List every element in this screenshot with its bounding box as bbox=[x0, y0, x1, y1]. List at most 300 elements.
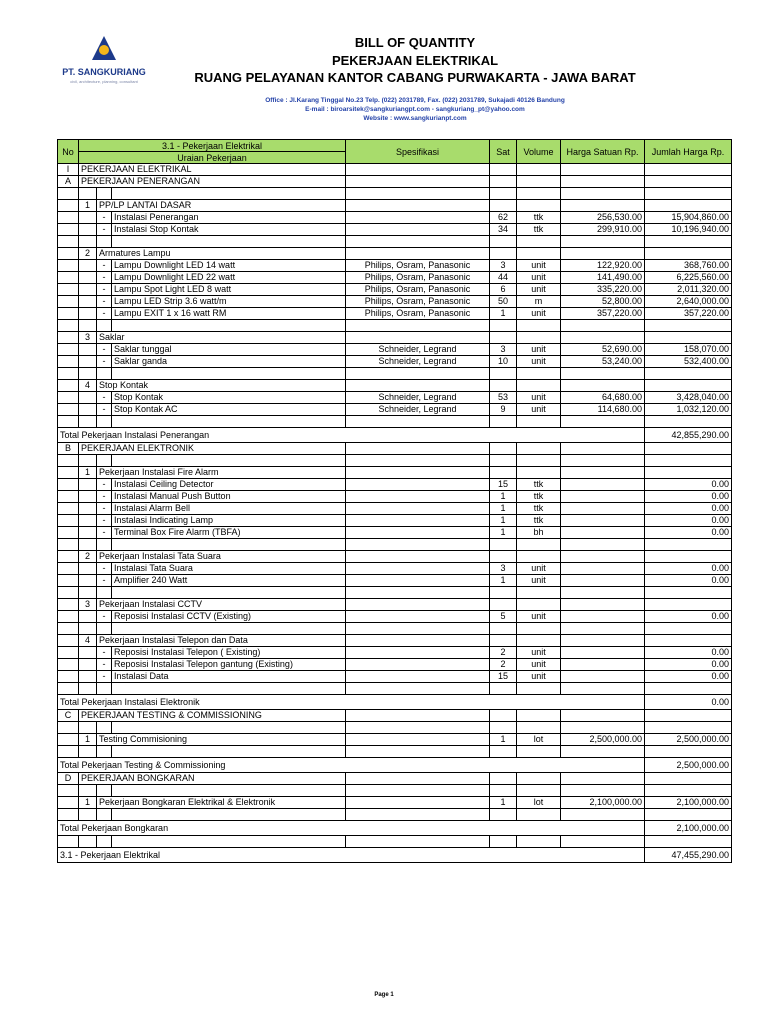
table-row bbox=[58, 224, 732, 236]
item-total: 0.00 bbox=[645, 515, 732, 527]
empty-cell bbox=[79, 320, 97, 332]
table-row bbox=[58, 404, 732, 416]
spacer-row bbox=[58, 683, 732, 695]
empty-cell bbox=[79, 809, 97, 821]
table-row bbox=[58, 164, 732, 176]
item-description: Terminal Box Fire Alarm (TBFA) bbox=[112, 527, 346, 539]
item-spec bbox=[346, 212, 490, 224]
group-title: Pekerjaan Instalasi Fire Alarm bbox=[97, 467, 346, 479]
empty-cell bbox=[97, 683, 112, 695]
empty-cell bbox=[58, 404, 79, 416]
section-title: PEKERJAAN PENERANGAN bbox=[79, 176, 346, 188]
table-row bbox=[58, 212, 732, 224]
table-row bbox=[58, 479, 732, 491]
empty-cell bbox=[517, 416, 561, 428]
company-name: PT. SANGKURIANG bbox=[62, 67, 146, 77]
empty-cell bbox=[79, 527, 97, 539]
empty-cell bbox=[517, 587, 561, 599]
empty-cell bbox=[490, 836, 517, 848]
empty-cell bbox=[58, 368, 79, 380]
item-total: 2,100,000.00 bbox=[645, 797, 732, 809]
total-label: 3.1 - Pekerjaan Elektrikal bbox=[58, 848, 645, 863]
item-dash: - bbox=[97, 503, 112, 515]
item-dash: - bbox=[97, 308, 112, 320]
empty-cell bbox=[490, 176, 517, 188]
item-description: Pekerjaan Bongkaran Elektrikal & Elektronik bbox=[97, 797, 346, 809]
table-row bbox=[58, 248, 732, 260]
item-total: 0.00 bbox=[645, 479, 732, 491]
empty-cell bbox=[112, 722, 346, 734]
empty-cell bbox=[490, 188, 517, 200]
empty-cell bbox=[346, 683, 490, 695]
empty-cell bbox=[79, 392, 97, 404]
empty-cell bbox=[645, 416, 732, 428]
table-row bbox=[58, 272, 732, 284]
item-unit-price: 53,240.00 bbox=[561, 356, 645, 368]
empty-cell bbox=[58, 344, 79, 356]
empty-cell bbox=[645, 587, 732, 599]
empty-cell bbox=[58, 479, 79, 491]
empty-cell bbox=[346, 368, 490, 380]
table-row bbox=[58, 515, 732, 527]
item-total: 0.00 bbox=[645, 659, 732, 671]
empty-cell bbox=[58, 212, 79, 224]
total-amount: 2,500,000.00 bbox=[645, 758, 732, 773]
empty-cell bbox=[645, 368, 732, 380]
item-dash: - bbox=[97, 527, 112, 539]
item-unit-price: 299,910.00 bbox=[561, 224, 645, 236]
empty-cell bbox=[97, 623, 112, 635]
item-dash: - bbox=[97, 392, 112, 404]
empty-cell bbox=[346, 443, 490, 455]
item-description: Lampu EXIT 1 x 16 watt RM bbox=[112, 308, 346, 320]
empty-cell bbox=[490, 710, 517, 722]
spacer-row bbox=[58, 836, 732, 848]
item-spec bbox=[346, 479, 490, 491]
empty-cell bbox=[490, 380, 517, 392]
item-qty: 1 bbox=[490, 308, 517, 320]
empty-cell bbox=[645, 722, 732, 734]
empty-cell bbox=[79, 647, 97, 659]
item-unit: lot bbox=[517, 734, 561, 746]
empty-cell bbox=[346, 722, 490, 734]
item-total: 3,428,040.00 bbox=[645, 392, 732, 404]
empty-cell bbox=[58, 599, 79, 611]
total-label: Total Pekerjaan Bongkaran bbox=[58, 821, 645, 836]
item-qty: 1 bbox=[490, 503, 517, 515]
item-unit-price: 122,920.00 bbox=[561, 260, 645, 272]
empty-cell bbox=[58, 722, 79, 734]
total-row bbox=[58, 428, 732, 443]
group-number: 2 bbox=[79, 248, 97, 260]
empty-cell bbox=[79, 224, 97, 236]
item-description: Lampu LED Strip 3.6 watt/m bbox=[112, 296, 346, 308]
empty-cell bbox=[561, 635, 645, 647]
table-row bbox=[58, 659, 732, 671]
item-unit: unit bbox=[517, 260, 561, 272]
spacer-row bbox=[58, 416, 732, 428]
empty-cell bbox=[58, 671, 79, 683]
item-unit-price bbox=[561, 515, 645, 527]
empty-cell bbox=[561, 623, 645, 635]
empty-cell bbox=[112, 785, 346, 797]
empty-cell bbox=[346, 416, 490, 428]
item-qty: 62 bbox=[490, 212, 517, 224]
item-description: Reposisi Instalasi Telepon ( Existing) bbox=[112, 647, 346, 659]
item-spec bbox=[346, 734, 490, 746]
item-qty: 2 bbox=[490, 647, 517, 659]
col-section: 3.1 - Pekerjaan Elektrikal bbox=[79, 140, 346, 152]
office-address: Office : Jl.Karang Tinggal No.23 Telp. (022) 2031789, Fax. (022) 2031789, Sukajadi 40126 Bandung bbox=[265, 97, 565, 104]
total-amount: 2,100,000.00 bbox=[645, 821, 732, 836]
item-description: Stop Kontak bbox=[112, 392, 346, 404]
item-description: Lampu Spot Light LED 8 watt bbox=[112, 284, 346, 296]
empty-cell bbox=[645, 455, 732, 467]
item-dash: - bbox=[97, 515, 112, 527]
item-unit: unit bbox=[517, 356, 561, 368]
section-title: PEKERJAAN ELEKTRONIK bbox=[79, 443, 346, 455]
empty-cell bbox=[112, 188, 346, 200]
empty-cell bbox=[517, 722, 561, 734]
spacer-row bbox=[58, 587, 732, 599]
item-qty: 9 bbox=[490, 404, 517, 416]
item-description: Reposisi Instalasi Telepon gantung (Existing) bbox=[112, 659, 346, 671]
empty-cell bbox=[97, 785, 112, 797]
empty-cell bbox=[490, 773, 517, 785]
item-dash: - bbox=[97, 296, 112, 308]
empty-cell bbox=[58, 809, 79, 821]
empty-cell bbox=[517, 164, 561, 176]
table-row bbox=[58, 308, 732, 320]
item-unit: ttk bbox=[517, 479, 561, 491]
table-row bbox=[58, 797, 732, 809]
empty-cell bbox=[58, 683, 79, 695]
empty-cell bbox=[490, 587, 517, 599]
group-title: PP/LP LANTAI DASAR bbox=[97, 200, 346, 212]
item-unit: m bbox=[517, 296, 561, 308]
item-spec bbox=[346, 527, 490, 539]
group-title: Armatures Lampu bbox=[97, 248, 346, 260]
empty-cell bbox=[561, 551, 645, 563]
total-row bbox=[58, 848, 732, 863]
empty-cell bbox=[490, 443, 517, 455]
empty-cell bbox=[97, 236, 112, 248]
empty-cell bbox=[645, 710, 732, 722]
empty-cell bbox=[517, 320, 561, 332]
table-row bbox=[58, 503, 732, 515]
item-unit-price: 114,680.00 bbox=[561, 404, 645, 416]
empty-cell bbox=[79, 623, 97, 635]
table-row bbox=[58, 260, 732, 272]
company-tagline: civil, architecture, planning, consultant bbox=[70, 79, 138, 84]
empty-cell bbox=[645, 623, 732, 635]
empty-cell bbox=[58, 380, 79, 392]
spacer-row bbox=[58, 188, 732, 200]
empty-cell bbox=[346, 623, 490, 635]
empty-cell bbox=[517, 773, 561, 785]
table-row bbox=[58, 356, 732, 368]
empty-cell bbox=[346, 455, 490, 467]
item-spec: Philips, Osram, Panasonic bbox=[346, 272, 490, 284]
empty-cell bbox=[645, 176, 732, 188]
table-row bbox=[58, 551, 732, 563]
row-number: I bbox=[58, 164, 79, 176]
item-total: 158,070.00 bbox=[645, 344, 732, 356]
item-qty: 6 bbox=[490, 284, 517, 296]
item-description: Instalasi Ceiling Detector bbox=[112, 479, 346, 491]
item-description: Instalasi Alarm Bell bbox=[112, 503, 346, 515]
item-unit: unit bbox=[517, 284, 561, 296]
empty-cell bbox=[490, 368, 517, 380]
empty-cell bbox=[561, 467, 645, 479]
item-spec bbox=[346, 647, 490, 659]
empty-cell bbox=[517, 683, 561, 695]
empty-cell bbox=[517, 809, 561, 821]
item-total: 0.00 bbox=[645, 647, 732, 659]
item-unit: bh bbox=[517, 527, 561, 539]
empty-cell bbox=[79, 575, 97, 587]
empty-cell bbox=[79, 296, 97, 308]
empty-cell bbox=[79, 611, 97, 623]
table-row bbox=[58, 176, 732, 188]
item-dash: - bbox=[97, 491, 112, 503]
empty-cell bbox=[517, 443, 561, 455]
empty-cell bbox=[517, 551, 561, 563]
spacer-row bbox=[58, 785, 732, 797]
item-dash: - bbox=[97, 479, 112, 491]
total-row bbox=[58, 695, 732, 710]
empty-cell bbox=[645, 164, 732, 176]
empty-cell bbox=[97, 722, 112, 734]
empty-cell bbox=[97, 746, 112, 758]
empty-cell bbox=[58, 785, 79, 797]
item-spec bbox=[346, 659, 490, 671]
empty-cell bbox=[517, 332, 561, 344]
empty-cell bbox=[58, 539, 79, 551]
empty-cell bbox=[58, 515, 79, 527]
empty-cell bbox=[79, 368, 97, 380]
empty-cell bbox=[561, 746, 645, 758]
item-total: 1,032,120.00 bbox=[645, 404, 732, 416]
empty-cell bbox=[561, 188, 645, 200]
empty-cell bbox=[58, 659, 79, 671]
email-line: E-mail : biroarsitek@sangkuriangpt.com - sangkuriang_pt@yahoo.com bbox=[305, 106, 525, 113]
spacer-row bbox=[58, 722, 732, 734]
item-unit: ttk bbox=[517, 503, 561, 515]
table-row bbox=[58, 380, 732, 392]
item-unit: unit bbox=[517, 575, 561, 587]
empty-cell bbox=[112, 539, 346, 551]
empty-cell bbox=[561, 332, 645, 344]
empty-cell bbox=[58, 635, 79, 647]
table-header bbox=[58, 140, 732, 164]
empty-cell bbox=[517, 200, 561, 212]
table-row bbox=[58, 773, 732, 785]
empty-cell bbox=[58, 491, 79, 503]
empty-cell bbox=[97, 416, 112, 428]
table-row bbox=[58, 563, 732, 575]
empty-cell bbox=[346, 200, 490, 212]
item-description: Stop Kontak AC bbox=[112, 404, 346, 416]
item-spec: Philips, Osram, Panasonic bbox=[346, 260, 490, 272]
item-spec: Philips, Osram, Panasonic bbox=[346, 296, 490, 308]
empty-cell bbox=[346, 188, 490, 200]
item-description: Instalasi Manual Push Button bbox=[112, 491, 346, 503]
empty-cell bbox=[346, 164, 490, 176]
empty-cell bbox=[58, 797, 79, 809]
col-harga-satuan: Harga Satuan Rp. bbox=[561, 140, 645, 164]
item-dash: - bbox=[97, 260, 112, 272]
group-title: Pekerjaan Instalasi CCTV bbox=[97, 599, 346, 611]
item-unit: ttk bbox=[517, 491, 561, 503]
empty-cell bbox=[79, 284, 97, 296]
item-unit-price: 2,100,000.00 bbox=[561, 797, 645, 809]
table-row bbox=[58, 527, 732, 539]
empty-cell bbox=[97, 455, 112, 467]
empty-cell bbox=[645, 599, 732, 611]
empty-cell bbox=[517, 836, 561, 848]
empty-cell bbox=[346, 710, 490, 722]
empty-cell bbox=[97, 539, 112, 551]
empty-cell bbox=[490, 416, 517, 428]
empty-cell bbox=[97, 188, 112, 200]
empty-cell bbox=[112, 836, 346, 848]
item-unit: unit bbox=[517, 308, 561, 320]
item-total: 0.00 bbox=[645, 611, 732, 623]
item-dash: - bbox=[97, 272, 112, 284]
empty-cell bbox=[517, 368, 561, 380]
empty-cell bbox=[58, 527, 79, 539]
empty-cell bbox=[490, 467, 517, 479]
empty-cell bbox=[346, 746, 490, 758]
table-row bbox=[58, 392, 732, 404]
row-number: A bbox=[58, 176, 79, 188]
empty-cell bbox=[561, 809, 645, 821]
item-unit-price: 141,490.00 bbox=[561, 272, 645, 284]
empty-cell bbox=[58, 587, 79, 599]
table-row bbox=[58, 671, 732, 683]
item-description: Testing Commisioning bbox=[97, 734, 346, 746]
empty-cell bbox=[561, 443, 645, 455]
empty-cell bbox=[645, 635, 732, 647]
table-row bbox=[58, 200, 732, 212]
empty-cell bbox=[58, 272, 79, 284]
empty-cell bbox=[346, 236, 490, 248]
item-dash: - bbox=[97, 659, 112, 671]
item-unit: unit bbox=[517, 404, 561, 416]
empty-cell bbox=[561, 785, 645, 797]
col-uraian: Uraian Pekerjaan bbox=[79, 152, 346, 164]
empty-cell bbox=[79, 236, 97, 248]
empty-cell bbox=[79, 587, 97, 599]
item-qty: 10 bbox=[490, 356, 517, 368]
item-description: Instalasi Indicating Lamp bbox=[112, 515, 346, 527]
item-qty: 15 bbox=[490, 671, 517, 683]
item-unit-price bbox=[561, 659, 645, 671]
empty-cell bbox=[490, 809, 517, 821]
empty-cell bbox=[517, 539, 561, 551]
item-description: Saklar tunggal bbox=[112, 344, 346, 356]
row-number: C bbox=[58, 710, 79, 722]
empty-cell bbox=[58, 392, 79, 404]
empty-cell bbox=[517, 623, 561, 635]
row-number: D bbox=[58, 773, 79, 785]
empty-cell bbox=[58, 296, 79, 308]
empty-cell bbox=[561, 836, 645, 848]
empty-cell bbox=[561, 722, 645, 734]
empty-cell bbox=[561, 773, 645, 785]
spacer-row bbox=[58, 236, 732, 248]
item-spec bbox=[346, 797, 490, 809]
empty-cell bbox=[490, 551, 517, 563]
item-qty: 3 bbox=[490, 260, 517, 272]
item-unit: ttk bbox=[517, 515, 561, 527]
col-sat: Sat bbox=[490, 140, 517, 164]
table-row bbox=[58, 443, 732, 455]
spacer-row bbox=[58, 320, 732, 332]
item-dash: - bbox=[97, 284, 112, 296]
total-amount: 47,455,290.00 bbox=[645, 848, 732, 863]
item-unit-price bbox=[561, 575, 645, 587]
item-description: Lampu Downlight LED 22 watt bbox=[112, 272, 346, 284]
item-unit-price bbox=[561, 491, 645, 503]
empty-cell bbox=[79, 785, 97, 797]
total-row bbox=[58, 758, 732, 773]
empty-cell bbox=[346, 836, 490, 848]
empty-cell bbox=[561, 599, 645, 611]
empty-cell bbox=[58, 356, 79, 368]
item-unit-price bbox=[561, 503, 645, 515]
empty-cell bbox=[79, 659, 97, 671]
item-qty: 50 bbox=[490, 296, 517, 308]
item-dash: - bbox=[97, 563, 112, 575]
empty-cell bbox=[645, 248, 732, 260]
empty-cell bbox=[490, 332, 517, 344]
empty-cell bbox=[561, 164, 645, 176]
table-row bbox=[58, 611, 732, 623]
empty-cell bbox=[561, 539, 645, 551]
item-qty: 1 bbox=[490, 734, 517, 746]
empty-cell bbox=[490, 746, 517, 758]
empty-cell bbox=[58, 320, 79, 332]
total-amount: 42,855,290.00 bbox=[645, 428, 732, 443]
empty-cell bbox=[645, 551, 732, 563]
empty-cell bbox=[112, 683, 346, 695]
empty-cell bbox=[58, 503, 79, 515]
item-unit-price: 357,220.00 bbox=[561, 308, 645, 320]
table-row bbox=[58, 332, 732, 344]
item-qty: 44 bbox=[490, 272, 517, 284]
empty-cell bbox=[517, 746, 561, 758]
empty-cell bbox=[645, 200, 732, 212]
document-title: BILL OF QUANTITY bbox=[354, 35, 476, 50]
item-unit: unit bbox=[517, 344, 561, 356]
table-body bbox=[58, 164, 732, 863]
empty-cell bbox=[58, 836, 79, 848]
empty-cell bbox=[517, 188, 561, 200]
item-total: 0.00 bbox=[645, 527, 732, 539]
empty-cell bbox=[490, 164, 517, 176]
item-qty: 2 bbox=[490, 659, 517, 671]
item-total: 2,640,000.00 bbox=[645, 296, 732, 308]
empty-cell bbox=[79, 671, 97, 683]
empty-cell bbox=[97, 587, 112, 599]
empty-cell bbox=[517, 635, 561, 647]
empty-cell bbox=[79, 503, 97, 515]
empty-cell bbox=[112, 368, 346, 380]
empty-cell bbox=[561, 248, 645, 260]
item-qty: 1 bbox=[490, 797, 517, 809]
